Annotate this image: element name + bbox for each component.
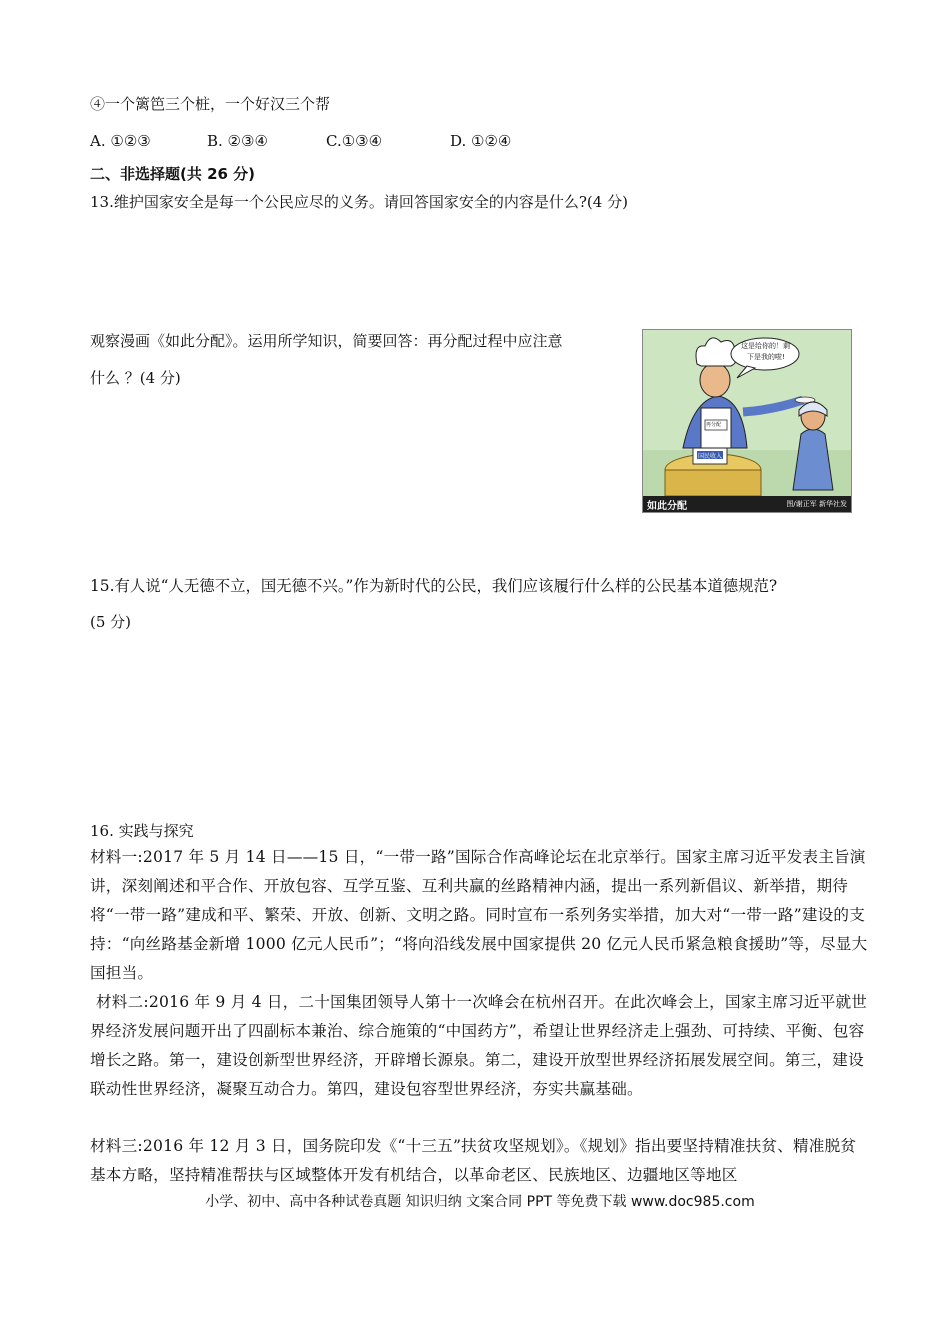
q14-line-2: 什么 ？(4 分): [90, 369, 181, 387]
cartoon-bubble-line-2: 下是我的啦!: [747, 353, 785, 361]
cartoon-apron-label: 再分配: [706, 422, 722, 428]
material-1-text: 材料一:2017 年 5 月 14 日——15 日，“一带一路”国际合作高峰论坛在北京举行。国家主席习近平发表主旨演讲，深刻阐述和平合作、开放包容、互学互鉴、互利共赢的丝路精神内涵，提出一系列新倡议、新举措，期待将“一带一路”建成和平、繁荣、开放、创新、文明之路。同时宣布一系列务实举措，加大对“一带一路”建设的支持：“向丝路基金新增 1000 亿元人民币”；“将向沿线发展中国家提供 20 亿元人民币紧急粮食援助”等，尽显大国担当。: [90, 848, 868, 982]
q15-line-1: 15.有人说“人无德不立，国无德不兴。”作为新时代的公民，我们应该履行什么样的公民基本道德规范?: [90, 577, 778, 595]
cartoon-image: [642, 329, 852, 513]
cartoon-cake-label: 国民收入: [698, 453, 723, 460]
q12-choice-a: A. ①②③: [90, 132, 151, 150]
q16-material-3: [90, 1132, 870, 1190]
q16-title: 16. 实践与探究: [90, 822, 194, 840]
q16-material-2: [90, 988, 870, 1104]
material-3-text: 材料三:2016 年 12 月 3 日，国务院印发《“十三五”扶贫攻坚规划》。《规划》指出要坚持精准扶贫、精准脱贫基本方略，坚持精准帮扶与区域整体开发有机结合，以革命老区、民族地区、边疆地区等地区: [90, 1137, 857, 1184]
q12-choice-c: C.①③④: [326, 132, 383, 150]
q16-material-1: [90, 843, 870, 988]
section-heading: 二、非选择题(共 26 分): [90, 165, 256, 183]
q12-choice-d: D. ①②④: [450, 132, 512, 150]
cartoon-caption: 如此分配: [647, 501, 687, 512]
q13-text: 13.维护国家安全是每一个公民应尽的义务。请回答国家安全的内容是什么?(4 分): [90, 193, 628, 211]
material-2-text: 材料二:2016 年 9 月 4 日，二十国集团领导人第十一次峰会在杭州召开。在此次峰会上，国家主席习近平就世界经济发展问题开出了四副标本兼治、综合施策的“中国药方”，希望让世界经济走上强劲、可持续、平衡、包容增长之路。第一，建设创新型世界经济，开辟增长源泉。第二，建设开放型世界经济拓展发展空间。第三，建设联动性世界经济，凝聚互动合力。第四，建设包容型世界经济，夯实共赢基础。: [90, 993, 868, 1098]
q14-line-1: 观察漫画《如此分配》。运用所学知识，简要回答：再分配过程中应注意: [90, 332, 563, 350]
q12-option-4: ④一个篱笆三个桩，一个好汉三个帮: [90, 95, 331, 113]
page-footer: 小学、初中、高中各种试卷真题 知识归纳 文案合同 PPT 等免费下载 www.doc985.com: [205, 1194, 755, 1210]
cartoon-bubble-line-1: 这是给你的！剩: [741, 342, 790, 350]
q15-line-2: (5 分): [90, 613, 132, 631]
cartoon-credit: 图/谢正军 新华社发: [786, 500, 847, 508]
q12-choice-b: B. ②③④: [207, 132, 268, 150]
